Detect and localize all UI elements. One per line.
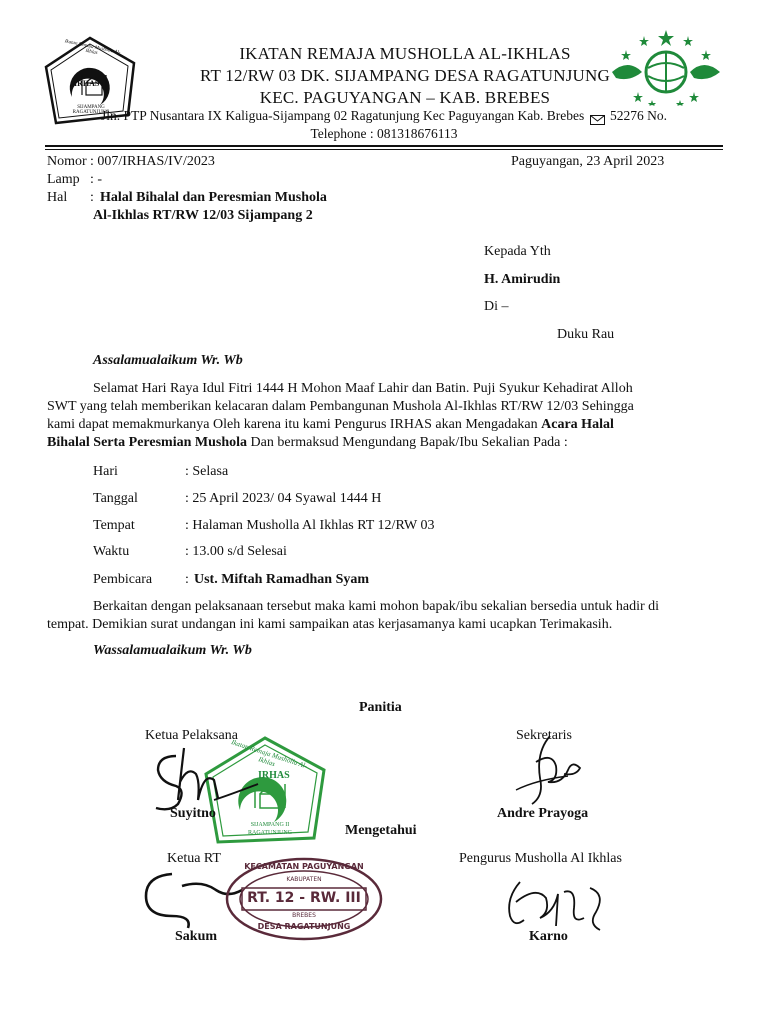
- signature-andre: [506, 732, 596, 812]
- telephone: Telephone : 081318676113: [310, 126, 458, 141]
- postal-code: 52276 No.: [609, 108, 667, 123]
- irhas-stamp-top: Ikatan Remaja Musholla Al-Ikhlas: [230, 738, 309, 771]
- irhas-stamp-bottom1: SIJAMPANG II: [250, 822, 290, 828]
- detail-value-hari: : Selasa: [185, 464, 229, 479]
- kepada-yth: Kepada Yth: [484, 244, 551, 259]
- right-logo: [608, 28, 724, 106]
- hal-colon: :: [90, 190, 94, 205]
- rt-stamp-sub: KABUPATEN: [286, 876, 322, 883]
- paragraph1-line2: SWT yang telah memberikan kelacaran dalam Pembangunan Mushola Al-Ikhlas RT/RW 12/03 Sehingga: [47, 399, 634, 414]
- lamp-value: : -: [90, 172, 103, 187]
- paragraph1-line1: Selamat Hari Raya Idul Fitri 1444 H Mohon Maaf Lahir dan Batin. Puji Syukur Kehadirat Alloh: [93, 381, 633, 396]
- org-address-line3: KEC. PAGUYANGAN – KAB. BREBES: [259, 88, 551, 107]
- detail-label-tempat: Tempat: [93, 518, 135, 533]
- lamp-label: Lamp: [47, 172, 80, 187]
- recipient-name: H. Amirudin: [484, 272, 561, 287]
- detail-label-waktu: Waktu: [93, 544, 130, 559]
- nomor-label: Nomor: [47, 154, 87, 169]
- recipient-di: Di –: [484, 299, 509, 314]
- detail-label-tanggal: Tanggal: [93, 491, 138, 506]
- detail-value-tanggal: : 25 April 2023/ 04 Syawal 1444 H: [185, 491, 382, 506]
- greeting: Assalamualaikum Wr. Wb: [93, 353, 243, 368]
- ketua-pelaksana-title: Ketua Pelaksana: [145, 728, 238, 743]
- closing: Wassalamualaikum Wr. Wb: [93, 643, 252, 658]
- recipient-place: Duku Rau: [557, 327, 615, 342]
- org-address-line2: RT 12/RW 03 DK. SIJAMPANG DESA RAGATUNJUNG: [200, 66, 610, 85]
- nu-globe-stars-logo-icon: [608, 28, 724, 106]
- org-name: IKATAN REMAJA MUSHOLLA AL-IKHLAS: [239, 44, 571, 63]
- hal-subject-line2: Al-Ikhlas RT/RW 12/03 Sijampang 2: [93, 208, 313, 223]
- address-text: Jln. PTP Nusantara IX Kaligua-Sijampang 02 Ragatunjung Kec Paguyangan Kab. Brebes: [101, 108, 585, 123]
- ketua-pelaksana-name: Suyitno: [170, 806, 216, 821]
- hal-label: Hal: [47, 190, 68, 205]
- left-logo-title: IRHAS: [74, 79, 100, 88]
- detail-value-waktu: : 13.00 s/d Selesai: [185, 544, 287, 559]
- paragraph1-line4-bold: Bihalal Serta Peresmian Mushola: [47, 435, 248, 450]
- detail-label-pembicara: Pembicara: [93, 572, 153, 587]
- rt-stamp-bottom: DESA RAGATUNJUNG: [257, 922, 351, 931]
- hal-subject-line1: Halal Bihalal dan Peresmian Mushola: [100, 190, 327, 205]
- left-logo-top-arc: Ikatan Remaja Musholla Al-Ikhlas: [64, 39, 121, 57]
- detail-colon-pembicara: :: [185, 572, 189, 587]
- left-logo-bottom: SIJAMPANG RAGATUNJUNG: [72, 105, 110, 115]
- panitia-heading: Panitia: [359, 700, 402, 715]
- place-date: Paguyangan, 23 April 2023: [511, 154, 665, 169]
- detail-label-hari: Hari: [93, 464, 118, 479]
- rt-stamp-center: RT. 12 - RW. III: [247, 890, 361, 906]
- pengurus-name: Karno: [529, 929, 568, 944]
- rt-stamp: [224, 856, 384, 942]
- letterhead-divider-thin: [45, 149, 723, 150]
- detail-value-pembicara: Ust. Miftah Ramadhan Syam: [194, 572, 370, 587]
- ketua-rt-name: Sakum: [175, 929, 218, 944]
- mail-icon: [590, 112, 605, 122]
- paragraph1-line3-text: kami dapat memakmurkanya Oleh karena itu kami Pengurus IRHAS akan Mengadakan: [47, 417, 538, 432]
- paragraph2-line1: Berkaitan dengan pelaksanaan tersebut maka kami mohon bapak/ibu sekalian bersedia untuk hadir di: [93, 599, 660, 614]
- paragraph1-line3: [47, 416, 614, 433]
- rt-stamp-sub2: BREBES: [292, 912, 316, 919]
- paragraph2-line2: tempat. Demikian surat undangan ini kami sampaikan atas kerjasamanya kami ucapkan Terimakasih.: [47, 617, 613, 632]
- pengurus-title: Pengurus Musholla Al Ikhlas: [459, 851, 622, 866]
- letterhead-divider-thick: [45, 145, 723, 147]
- mengetahui-heading: Mengetahui: [345, 823, 417, 838]
- detail-value-tempat: : Halaman Musholla Al Ikhlas RT 12/RW 03: [185, 518, 435, 533]
- sekretaris-name: Andre Prayoga: [497, 806, 589, 821]
- sekretaris-title: Sekretaris: [516, 728, 572, 743]
- paragraph1-line4: [47, 434, 568, 451]
- org-street-address: [0, 107, 768, 125]
- rt-stamp-top: KECAMATAN PAGUYANGAN: [244, 862, 364, 871]
- paragraph1-line4-text: Dan bermaksud Mengundang Bapak/Ibu Sekalian Pada :: [250, 435, 568, 450]
- ketua-rt-title: Ketua RT: [167, 851, 221, 866]
- irhas-stamp-bottom2: RAGATUNJUNG: [247, 830, 292, 836]
- irhas-stamp-title: IRHAS: [258, 770, 290, 781]
- signature-andre-icon: [506, 732, 596, 812]
- nomor-value: : 007/IRHAS/IV/2023: [90, 154, 215, 169]
- paragraph1-line3-bold: Acara Halal: [541, 417, 614, 432]
